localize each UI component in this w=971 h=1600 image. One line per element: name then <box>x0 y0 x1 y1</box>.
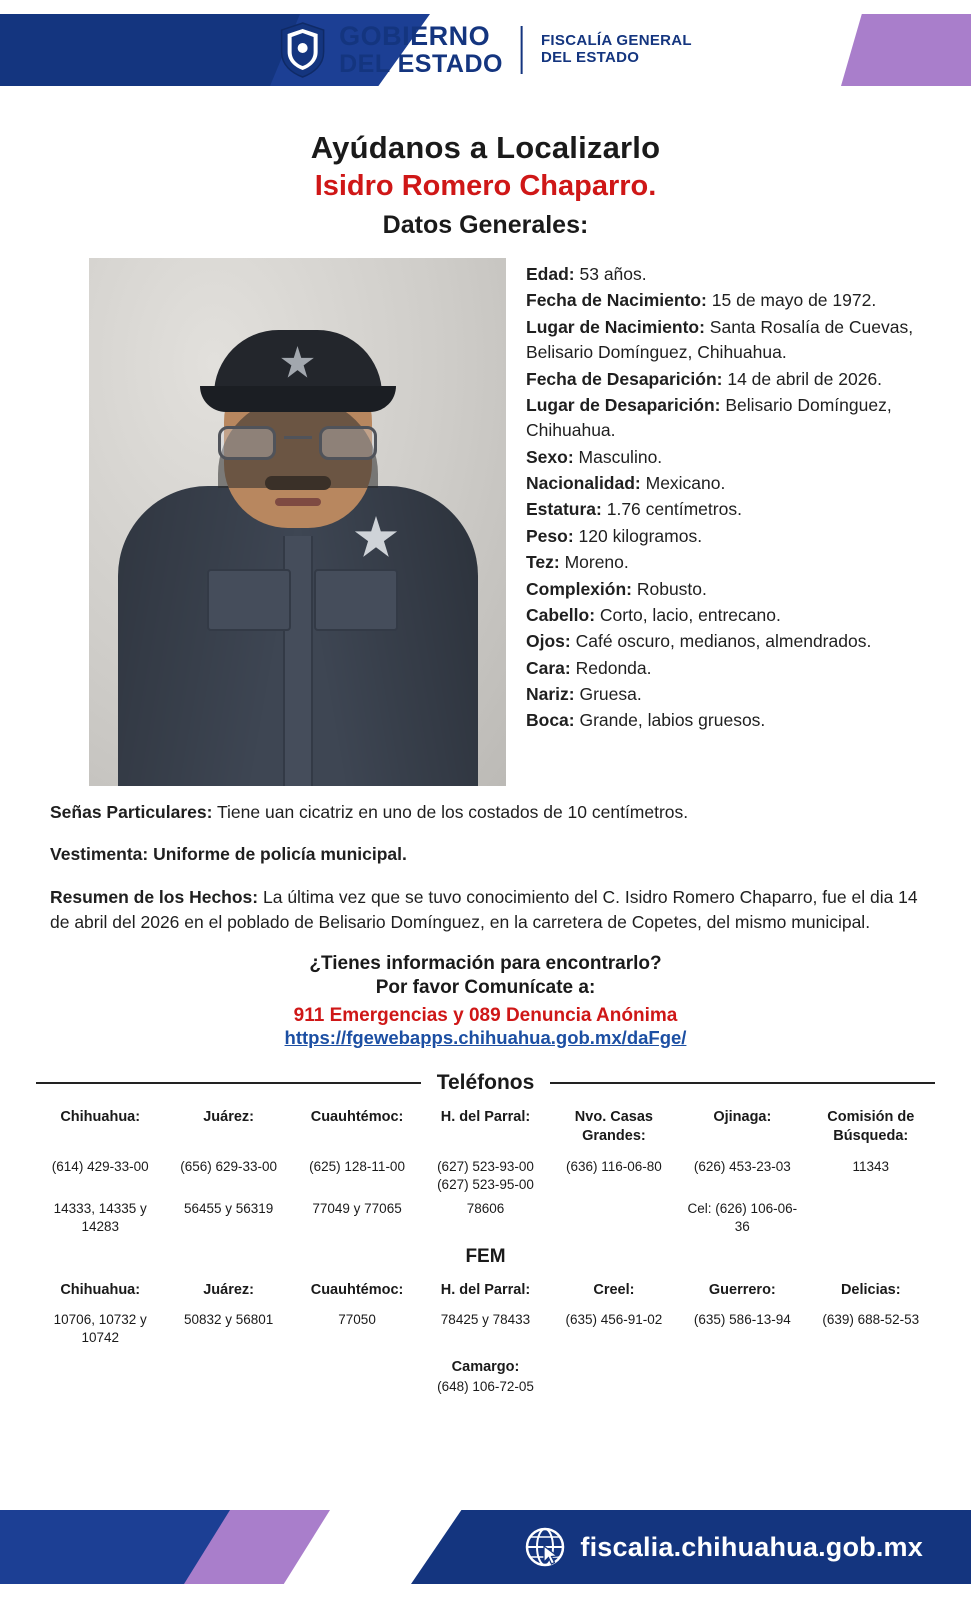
detail-peso: Peso: 120 kilogramos. <box>526 525 703 546</box>
profile-row <box>40 258 931 786</box>
cta-report-link[interactable]: https://fgewebapps.chihuahua.gob.mx/daFge/ <box>284 1026 687 1048</box>
poster-titles <box>0 130 971 240</box>
photo-shirt-pocket-left <box>207 569 291 631</box>
detail-cabello: Cabello: Corto, lacio, entrecano. <box>526 604 781 625</box>
fem-title: FEM <box>465 1245 506 1267</box>
header-blue-band-dark <box>0 14 300 86</box>
phones-title: Teléfonos <box>436 1070 535 1094</box>
fem-cell-juarez: 50832 y 56801 <box>183 1312 274 1328</box>
camargo-label: Camargo: <box>451 1358 520 1375</box>
col-ojinaga: Ojinaga: <box>713 1108 772 1125</box>
detail-boca: Boca: Grande, labios gruesos. <box>526 710 766 731</box>
col-juarez: Juárez: <box>203 1108 255 1125</box>
narrative-block <box>40 800 931 936</box>
header-brand <box>279 22 692 78</box>
page-title: Ayúdanos a Localizarlo <box>310 130 661 165</box>
detail-ojos: Ojos: Café oscuro, medianos, almendrados. <box>526 631 872 652</box>
cta-instruction: Por favor Comunícate a: <box>375 976 596 998</box>
fiscalia-line2: DEL ESTADO <box>540 49 640 66</box>
col-casas-grandes: Nvo. Casas Grandes: <box>574 1108 653 1145</box>
fem-col-delicias: Delicias: <box>840 1281 901 1298</box>
cta-emergency-numbers: 911 Emergencias y 089 Denuncia Anónima <box>293 1004 678 1026</box>
cell-ojinaga-1: (626) 453-23-03 <box>693 1158 791 1174</box>
fem-col-parral: H. del Parral: <box>440 1281 531 1298</box>
detail-lugar-desaparicion: Lugar de Desaparición: Belisario Domínguez, Chihuahua. <box>526 394 892 441</box>
page-footer <box>0 1496 971 1600</box>
camargo-number: (648) 106-72-05 <box>437 1378 534 1394</box>
footer-site-link[interactable] <box>524 1526 923 1568</box>
cell-juarez-2: 56455 y 56319 <box>183 1201 274 1217</box>
state-shield-icon <box>279 22 325 78</box>
cell-chihuahua-1: (614) 429-33-00 <box>51 1158 149 1174</box>
fiscalia-wordmark <box>541 33 692 67</box>
globe-cursor-icon <box>524 1526 566 1568</box>
gobierno-line1: GOBIERNO <box>339 21 491 51</box>
cell-ojinaga-2: Cel: (626) 106-06-36 <box>687 1201 798 1235</box>
detail-estatura: Estatura: 1.76 centímetros. <box>526 499 742 520</box>
table-header-row <box>36 1105 935 1155</box>
table-row <box>36 1308 935 1350</box>
photo-glasses-bridge <box>284 436 312 439</box>
fem-cell-chihuahua: 10706, 10732 y 10742 <box>53 1312 147 1346</box>
cell-comision-2 <box>807 1197 935 1239</box>
cell-comision-1: 11343 <box>852 1158 890 1174</box>
fem-col-juarez: Juárez: <box>203 1281 255 1298</box>
table-row <box>36 1155 935 1197</box>
fem-col-guerrero: Guerrero: <box>708 1281 776 1298</box>
cell-parral-2: 78606 <box>466 1201 505 1217</box>
fem-cell-delicias: (639) 688-52-53 <box>822 1312 920 1328</box>
photo-glasses-right <box>319 426 377 460</box>
detail-lugar-nacimiento: Lugar de Nacimiento: Santa Rosalía de Cuevas, Belisario Domínguez, Chihuahua. <box>526 316 914 363</box>
cta-question: ¿Tienes información para encontrarlo? <box>309 952 662 974</box>
photo-shirt-pocket-right <box>314 569 398 631</box>
cell-casas-grandes-2 <box>550 1197 678 1239</box>
footer-url: fiscalia.chihuahua.gob.mx <box>580 1531 923 1562</box>
detail-nacionalidad: Nacionalidad: Mexicano. <box>526 473 726 493</box>
person-photo <box>89 258 506 786</box>
fem-col-chihuahua: Chihuahua: <box>60 1281 141 1298</box>
page-header <box>0 0 971 108</box>
gobierno-wordmark <box>339 23 503 77</box>
person-name: Isidro Romero Chaparro. <box>314 170 657 202</box>
person-details-list <box>506 258 931 735</box>
photo-glasses-left <box>218 426 276 460</box>
fem-col-creel: Creel: <box>593 1281 635 1298</box>
cell-chihuahua-2: 14333, 14335 y 14283 <box>53 1201 147 1235</box>
photo-mouth <box>275 498 321 506</box>
section-title-datos-generales: Datos Generales: <box>382 211 589 239</box>
detail-fecha-nacimiento: Fecha de Nacimiento: 15 de mayo de 1972. <box>526 290 877 311</box>
detail-complexion: Complexión: Robusto. <box>526 578 707 599</box>
fem-col-cuauhtemoc: Cuauhtémoc: <box>310 1281 404 1298</box>
header-purple-band <box>841 14 971 86</box>
phones-title-row <box>36 1071 935 1095</box>
phones-table <box>36 1105 935 1240</box>
camargo-block <box>36 1359 935 1394</box>
table-row <box>36 1197 935 1239</box>
photo-cap-brim <box>200 386 396 412</box>
phones-section <box>0 1071 971 1394</box>
fem-cell-creel: (635) 456-91-02 <box>565 1312 663 1328</box>
col-chihuahua: Chihuahua: <box>60 1108 141 1125</box>
resumen-hechos: Resumen de los Hechos: La última vez que se tuvo conocimiento del C. Isidro Romero Chaparro, fue el dia 14 de abril del 2026 en el poblado de Belisario Domínguez, en la carretera de Copetes, del mismo municipal. <box>50 886 918 933</box>
fem-cell-cuauhtemoc: 77050 <box>338 1312 376 1328</box>
cell-cuauhtemoc-1: (625) 128-11-00 <box>309 1158 405 1174</box>
cell-juarez-1: (656) 629-33-00 <box>180 1158 278 1174</box>
senas-particulares: Señas Particulares: Tiene uan cicatriz en uno de los costados de 10 centímetros. <box>50 802 689 822</box>
col-cuauhtemoc: Cuauhtémoc: <box>310 1108 404 1125</box>
cell-casas-grandes-1: (636) 116-06-80 <box>565 1158 662 1174</box>
detail-nariz: Nariz: Gruesa. <box>526 684 642 704</box>
detail-sexo: Sexo: Masculino. <box>526 446 663 467</box>
gobierno-line2: DEL ESTADO <box>339 50 503 78</box>
header-divider <box>521 26 523 74</box>
cell-parral-1: (627) 523-93-00 (627) 523-95-00 <box>437 1158 534 1192</box>
vestimenta: Vestimenta: Uniforme de policía municipal. <box>50 844 407 865</box>
col-comision-busqueda: Comisión de Búsqueda: <box>827 1108 915 1145</box>
contact-call-to-action <box>40 953 931 1049</box>
detail-cara: Cara: Redonda. <box>526 657 652 678</box>
poster-content <box>0 258 971 1049</box>
detail-fecha-desaparicion: Fecha de Desaparición: 14 de abril de 2026. <box>526 368 883 389</box>
fem-cell-guerrero: (635) 586-13-94 <box>693 1312 791 1328</box>
detail-edad: Edad: 53 años. <box>526 264 647 284</box>
fem-phones-table <box>36 1278 935 1351</box>
detail-tez: Tez: Moreno. <box>526 552 629 573</box>
photo-mustache <box>265 476 331 490</box>
fiscalia-line1: FISCALÍA GENERAL <box>540 32 692 50</box>
fem-cell-parral: 78425 y 78433 <box>440 1312 531 1328</box>
rule-right <box>550 1082 935 1084</box>
rule-left <box>36 1082 421 1084</box>
col-parral: H. del Parral: <box>440 1108 531 1125</box>
cell-cuauhtemoc-2: 77049 y 77065 <box>312 1201 402 1217</box>
table-header-row <box>36 1278 935 1309</box>
